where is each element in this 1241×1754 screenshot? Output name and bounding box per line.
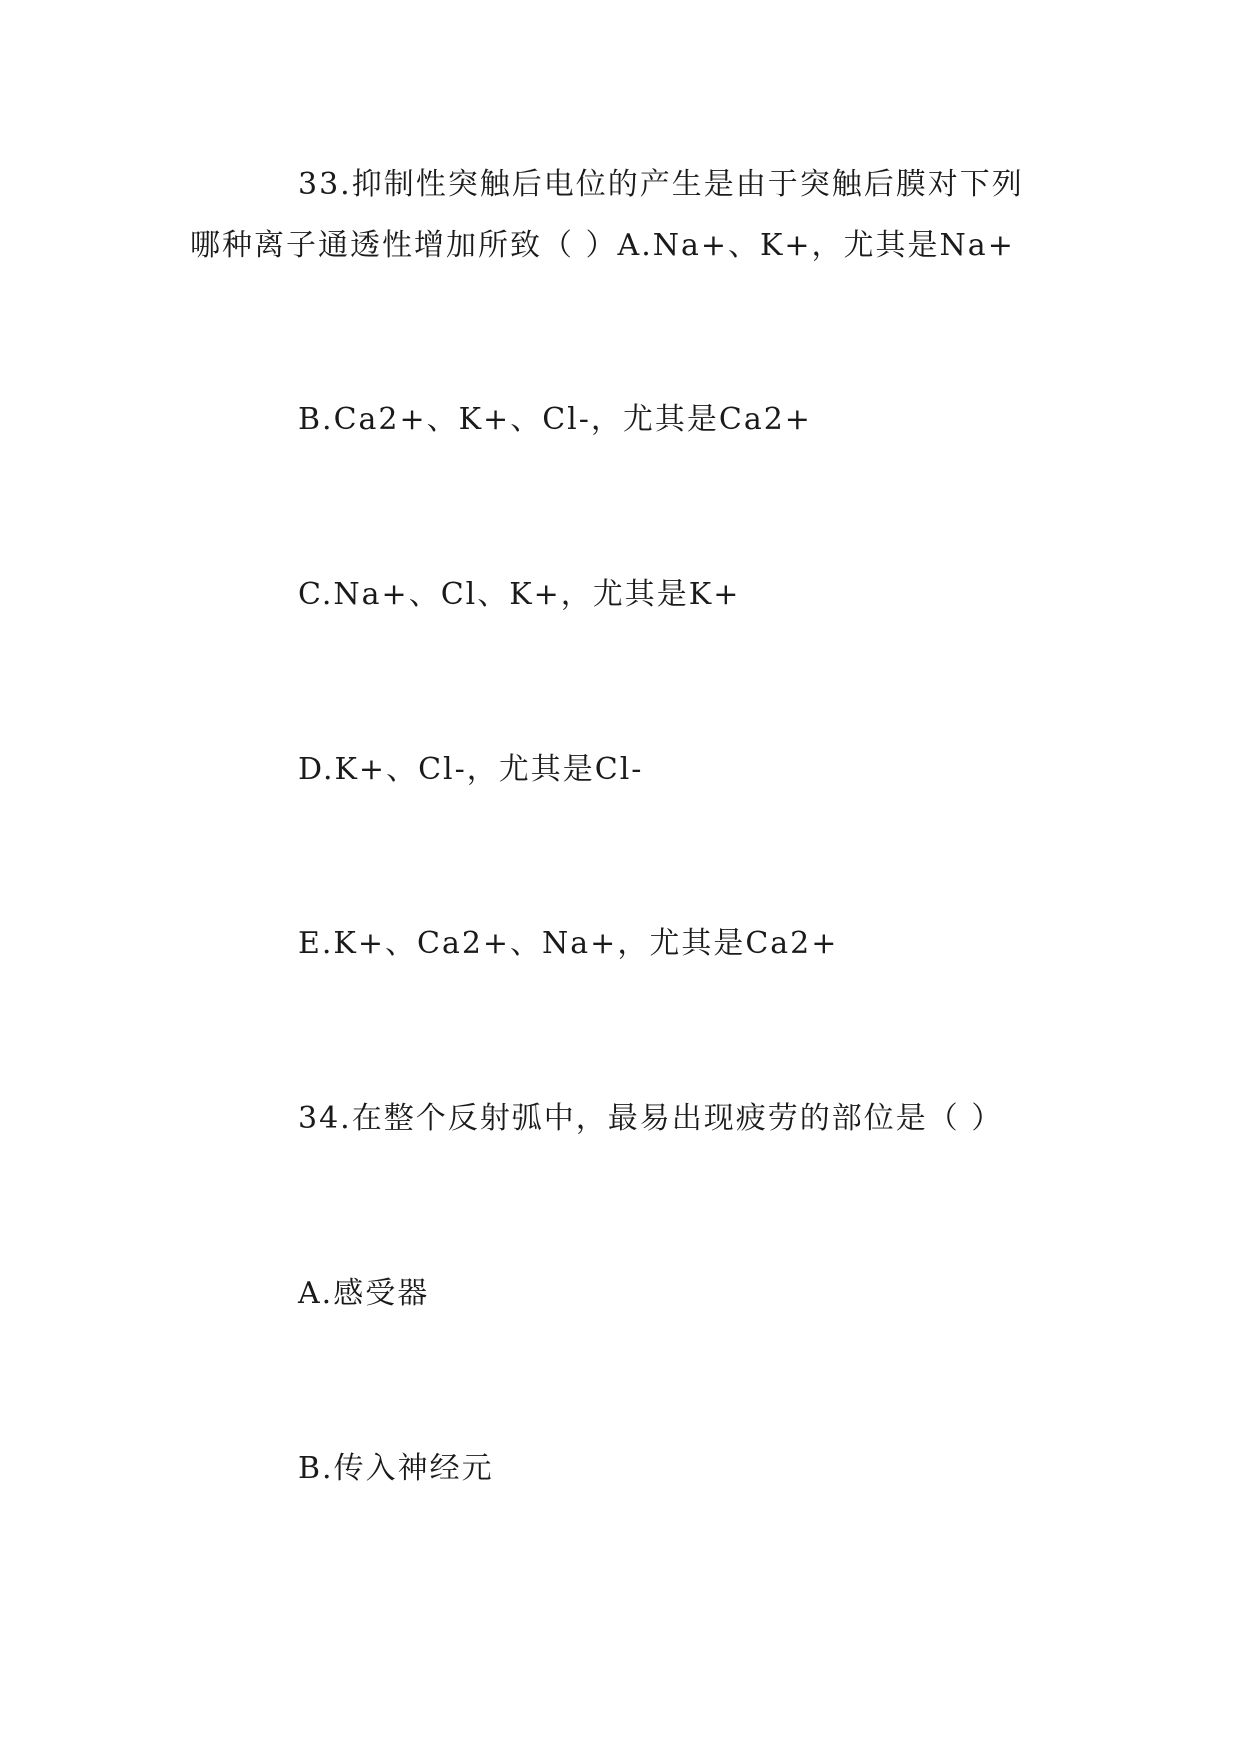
q33-stem-line1: 33.抑制性突触后电位的产生是由于突触后膜对下列 — [298, 167, 1024, 202]
q33-option-c: C.Na+、Cl、K+，尤其是K+ — [298, 577, 741, 612]
q34-stem: 34.在整个反射弧中，最易出现疲劳的部位是（ ） — [298, 1101, 1004, 1136]
q33-option-d: D.K+、Cl-，尤其是Cl- — [298, 752, 644, 787]
q34-option-b: B.传入神经元 — [298, 1451, 494, 1486]
q33-option-e: E.K+、Ca2+、Na+，尤其是Ca2+ — [298, 926, 839, 961]
q34-option-a: A.感受器 — [298, 1276, 430, 1311]
q33-option-b: B.Ca2+、K+、Cl-，尤其是Ca2+ — [298, 402, 812, 437]
q33-stem-line2: 哪种离子通透性增加所致（ ）A.Na+、K+，尤其是Na+ — [190, 228, 1015, 263]
